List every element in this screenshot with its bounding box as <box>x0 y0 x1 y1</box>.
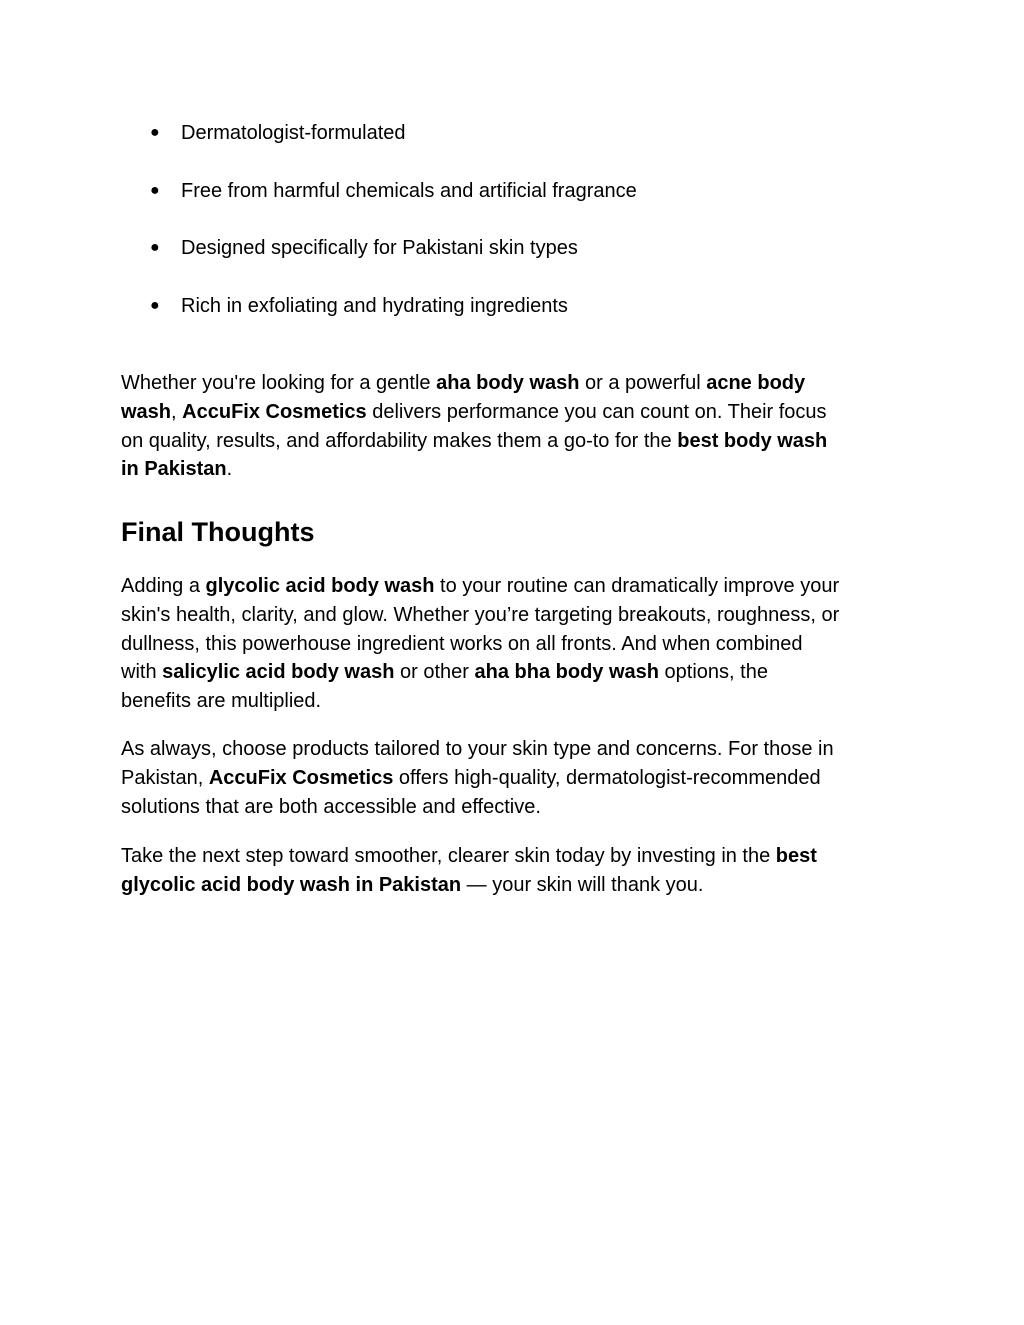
final-thoughts-paragraph-2 <box>121 735 921 821</box>
final-thoughts-paragraph-3 <box>121 842 921 900</box>
text-run: or a powerful <box>579 372 707 394</box>
keyword-aha-body-wash: aha body wash <box>436 372 580 394</box>
brand-name: AccuFix Cosmetics <box>208 766 394 789</box>
bullet-icon: ● <box>150 124 160 141</box>
text-run: Adding a <box>121 575 206 597</box>
keyword-aha-bha-body-wash: aha bha body wash <box>474 661 659 684</box>
text-run: , <box>171 400 183 423</box>
bullet-text: Dermatologist-formulated <box>181 122 406 144</box>
paragraph-line <box>121 871 921 900</box>
text-run: Take the next step toward smoother, clearer skin today by investing in the <box>121 845 776 867</box>
keyword-glycolic-acid-body-wash: glycolic acid body wash <box>205 575 435 597</box>
brand-name: AccuFix Cosmetics <box>182 400 367 423</box>
section-heading: Final Thoughts <box>121 517 315 547</box>
text-run: Pakistan, <box>121 766 209 789</box>
paragraph-line <box>121 764 921 793</box>
paragraph-line: skin's health, clarity, and glow. Whether you’re targeting breakouts, roughness, or <box>121 603 840 626</box>
keyword-best-body-wash: best body wash <box>677 429 828 452</box>
paragraph-line <box>121 398 921 427</box>
keyword-acne-body-wash: acne body <box>706 372 806 394</box>
paragraph-line: As always, choose products tailored to your skin type and concerns. For those in <box>121 738 834 760</box>
paragraph-line: dullness, this powerhouse ingredient works on all fronts. And when combined <box>121 632 803 655</box>
paragraph-line: solutions that are both accessible and effective. <box>121 795 541 818</box>
bullet-icon: ● <box>150 181 160 199</box>
text-run: to your routine can dramatically improve your <box>434 575 840 597</box>
paragraph-line <box>121 572 921 601</box>
paragraph-line <box>121 658 921 687</box>
paragraph-line: benefits are multiplied. <box>121 690 322 713</box>
text-run: . <box>226 458 233 481</box>
intro-paragraph <box>121 369 921 484</box>
paragraph-line <box>121 455 921 484</box>
keyword-best-body-wash: in Pakistan <box>121 458 227 481</box>
bullet-icon: ● <box>150 297 160 315</box>
final-thoughts-paragraph-1 <box>121 572 921 716</box>
paragraph-line <box>121 369 921 398</box>
bullet-text: Rich in exfoliating and hydrating ingredients <box>181 295 568 318</box>
keyword-acne-body-wash: wash <box>121 400 172 423</box>
keyword-best-glycolic-acid-body-wash: glycolic acid body wash in Pakistan <box>121 873 462 896</box>
bullet-icon: ● <box>150 239 160 257</box>
text-run: Whether you're looking for a gentle <box>121 372 437 394</box>
bullet-text: Designed specifically for Pakistani skin types <box>181 237 578 260</box>
text-run: options, the <box>658 661 768 684</box>
keyword-best-glycolic-acid-body-wash: best <box>775 845 817 867</box>
paragraph-line <box>121 427 921 456</box>
text-run: with <box>121 661 163 684</box>
text-run: — your skin will thank you. <box>461 873 704 896</box>
text-run: offers high-quality, dermatologist-recommended <box>393 766 821 789</box>
text-run: or other <box>394 661 475 684</box>
text-run: on quality, results, and affordability makes them a go-to for the <box>121 429 678 452</box>
keyword-salicylic-acid-body-wash: salicylic acid body wash <box>162 661 395 684</box>
text-run: delivers performance you can count on. Their focus <box>366 400 827 423</box>
paragraph-line <box>121 842 921 871</box>
bullet-text: Free from harmful chemicals and artificial fragrance <box>181 179 637 202</box>
